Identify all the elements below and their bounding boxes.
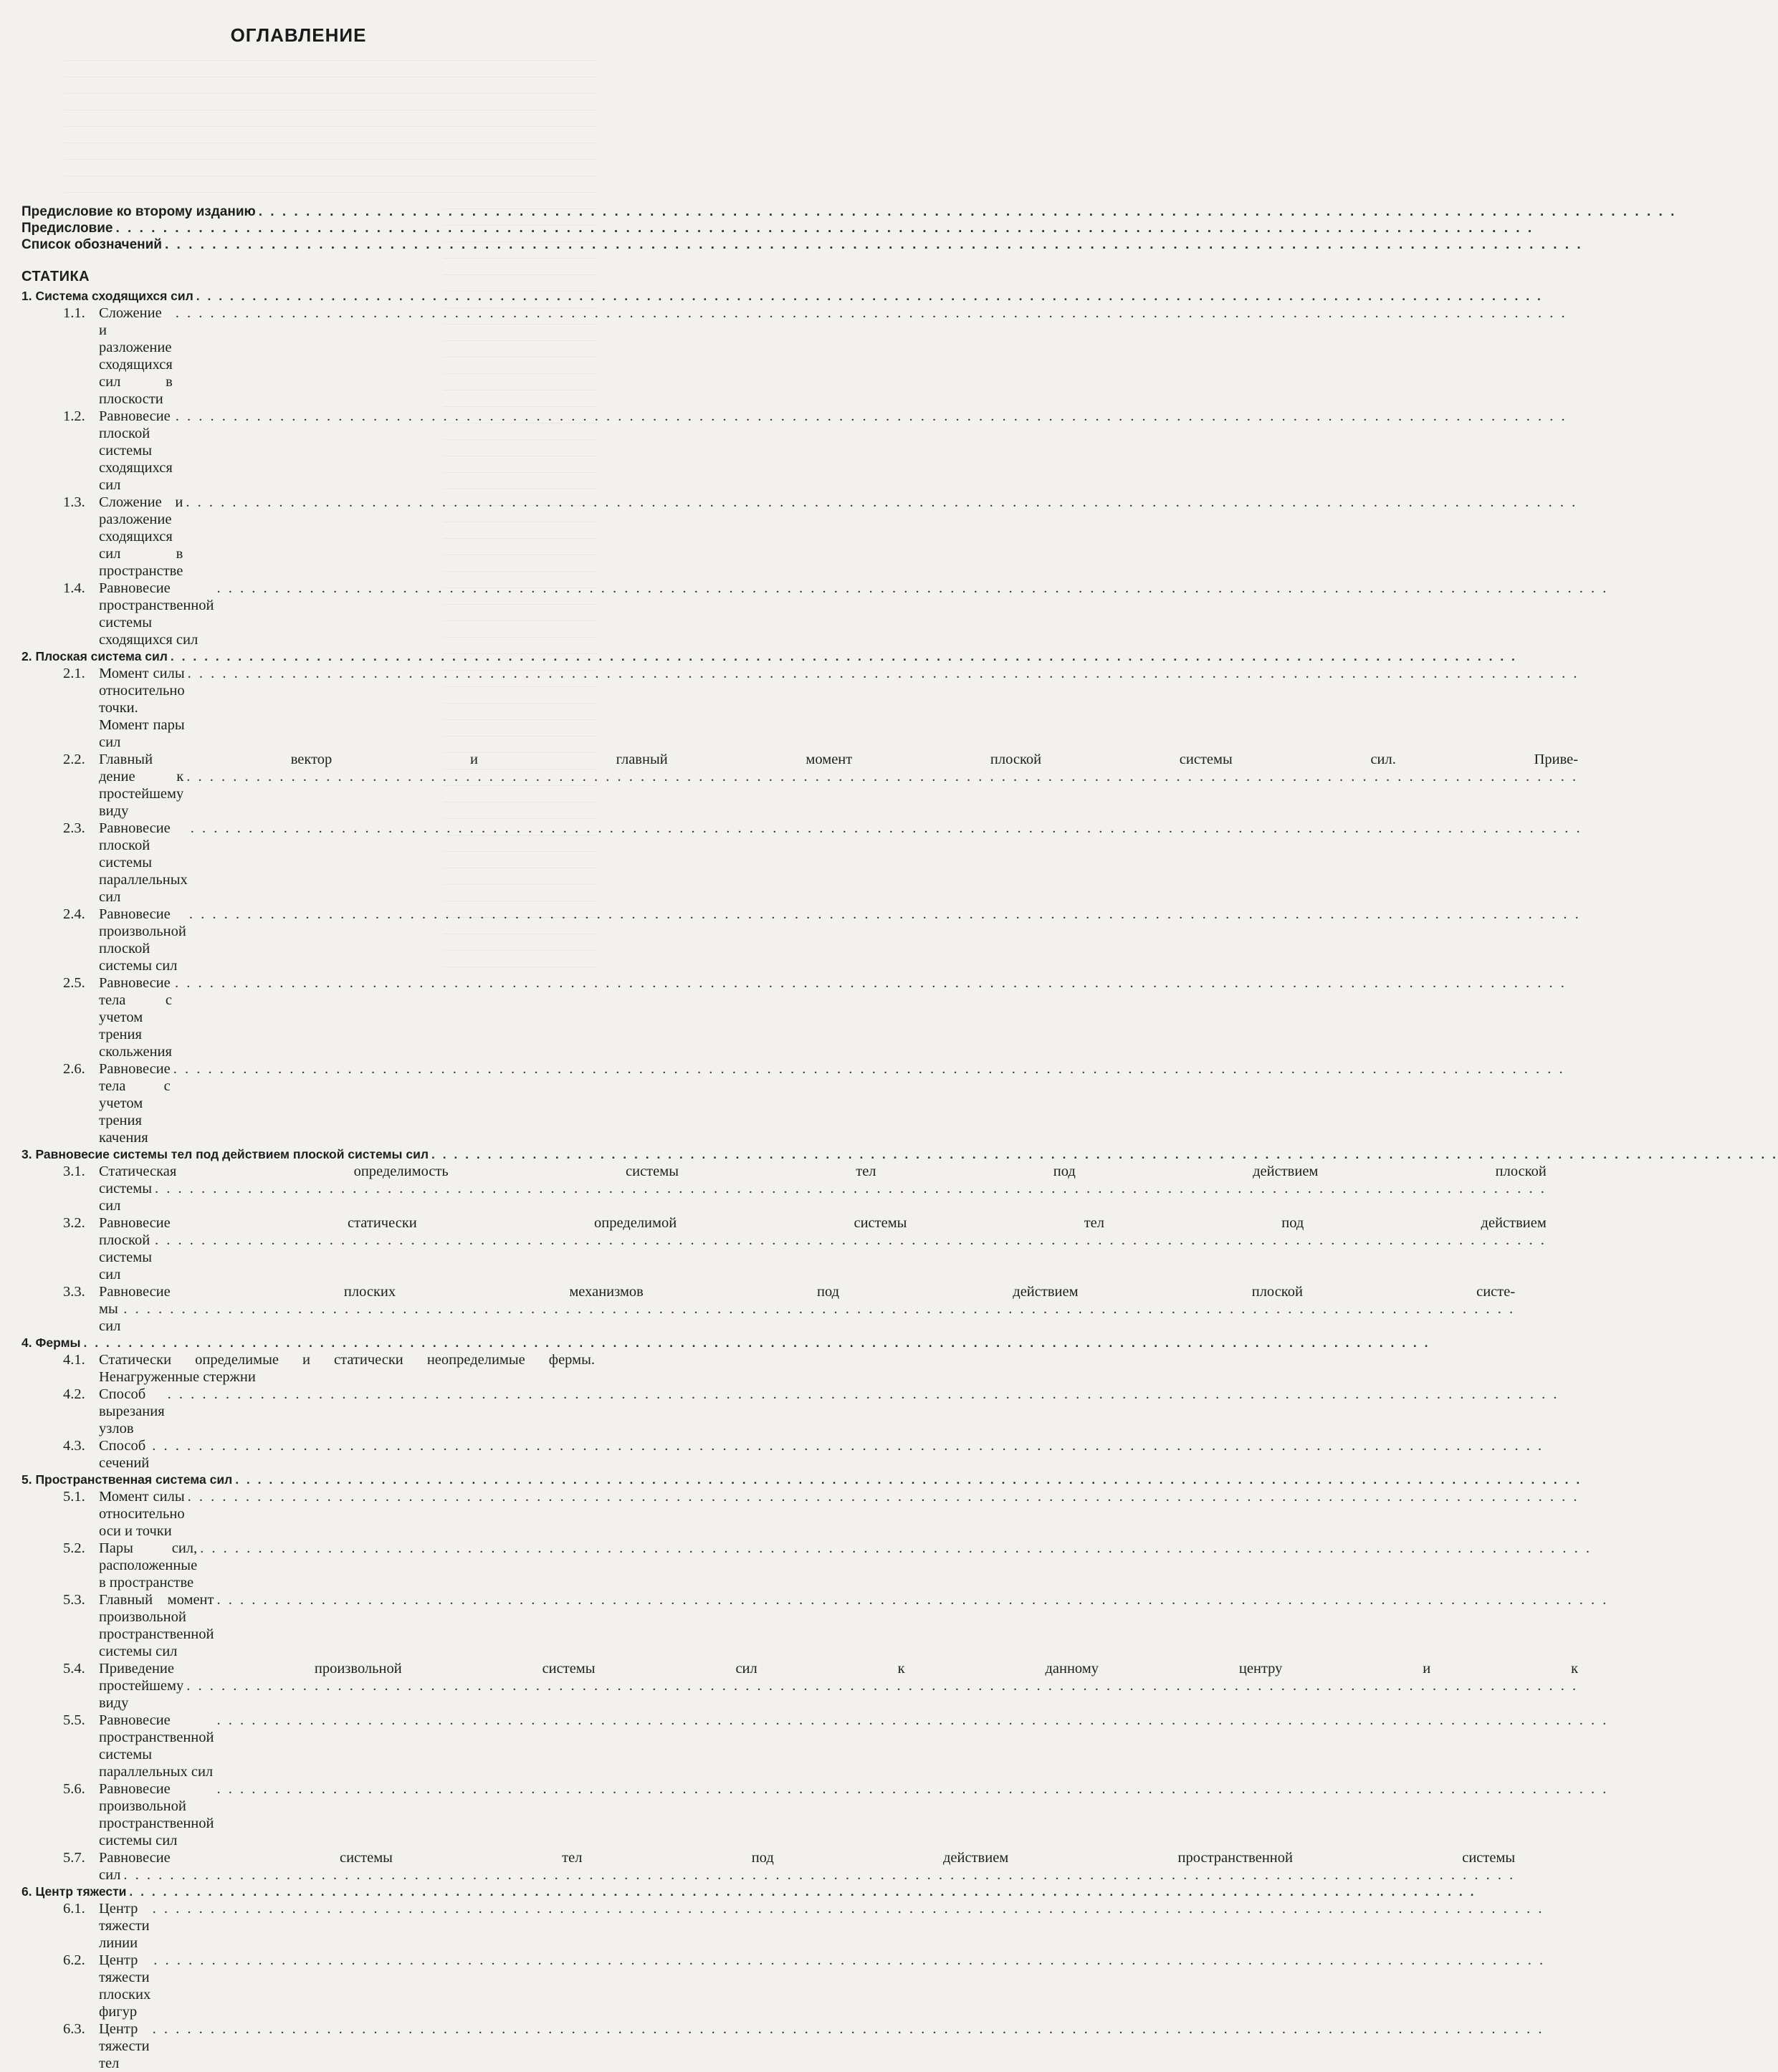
leader-dots: . . . . . . . . . . . . . . . . . . . . . . . . . . . . . . . . . . . . . . . . . . . . . . . . . . . . . . . . . . . . . . . . . . . . . . . . . . . . . . . . . . . . . . . . . . . . . . . . . . . . . . . . . . . . . . . . . . . . . . . . — [258, 204, 1677, 219]
toc-subsection[interactable] — [21, 1488, 1579, 1540]
toc-subsection[interactable] — [21, 1849, 1516, 1884]
subsection-line: Равновесие произвольной плоской системы сил — [99, 906, 186, 974]
toc-subsection[interactable] — [21, 580, 1609, 648]
subsection-line: Главный вектор и главный момент плоской системы сил. Приве- — [99, 752, 1579, 767]
ghost-line — [64, 116, 597, 127]
toc-front-preface[interactable] — [21, 220, 1534, 236]
subsection-line: Равновесие плоских механизмов под действием плоской систе- — [99, 1284, 1516, 1300]
toc-subsection[interactable] — [21, 974, 1567, 1060]
subsection-text — [99, 1660, 1578, 1712]
subsection-number: 2.1. — [63, 666, 85, 681]
subsection-text — [99, 408, 1567, 494]
toc-front-preface-second-edition[interactable] — [21, 203, 1677, 220]
leader-dots: . . . . . . . . . . . . . . . . . . . . . . . . . . . . . . . . . . . . . . . . . . . . . . . . . . . . . . . . . . . . . . . . . . . . . . . . . . . . . . . . . . . . . . . . . . . . . . . . . . . . . . . . . . . . . . . . . . . . . . . . — [200, 1540, 1592, 1556]
toc-subsection[interactable] — [21, 1712, 1609, 1780]
subsection-number: 5.3. — [63, 1592, 85, 1608]
subsection-line: Равновесие плоской системы параллельных сил — [99, 820, 188, 905]
subsection-text — [99, 1540, 1592, 1591]
subsection-line: Ненагруженные стержни — [99, 1369, 256, 1385]
subsection-line: Способ сечений — [99, 1438, 150, 1471]
subsection-line: Центр тяжести плоских фигур — [99, 1952, 151, 2020]
toc-subsection[interactable] — [21, 1214, 1547, 1283]
toc-subsection[interactable] — [21, 494, 1578, 580]
toc-entry-label: Список обозначений — [21, 237, 162, 252]
subsection-line: дение к простейшему виду — [99, 769, 184, 819]
subsection-text — [99, 1163, 1547, 1214]
subsection-line: Равновесие пространственной системы параллельных сил — [99, 1712, 214, 1780]
subsection-text — [99, 580, 1608, 648]
subsection-number: 4.2. — [63, 1386, 85, 1402]
chapter-title: 1. Система сходящихся сил — [21, 289, 193, 303]
subsection-number: 2.5. — [63, 975, 85, 991]
leader-dots: . . . . . . . . . . . . . . . . . . . . . . . . . . . . . . . . . . . . . . . . . . . . . . . . . . . . . . . . . . . . . . . . . . . . . . . . . . . . . . . . . . . . . . . . . . . . . . . . . . . . . . . . . . . . . . . . . . . . . . . . — [173, 1061, 1565, 1077]
subsection-text — [99, 820, 1582, 906]
subsection-line: Равновесие статически определимой системы тел под действием — [99, 1215, 1547, 1231]
page-title: ОГЛАВЛЕНИЕ — [230, 24, 367, 46]
subsection-text — [99, 1283, 1515, 1335]
leader-dots: . . . . . . . . . . . . . . . . . . . . . . . . . . . . . . . . . . . . . . . . . . . . . . . . . . . . . . . . . . . . . . . . . . . . . . . . . . . . . . . . . . . . . . . . . . . . . . . . . . . . . . . . . . . . . . . . . . . . . . . . — [152, 2021, 1544, 2037]
subsection-number: 1.4. — [63, 580, 85, 596]
subsection-line: Статическая определимость системы тел под действием плоской — [99, 1164, 1547, 1179]
toc-chapter[interactable] — [21, 1472, 1582, 1488]
table-of-contents — [21, 203, 1778, 2072]
leader-dots: . . . . . . . . . . . . . . . . . . . . . . . . . . . . . . . . . . . . . . . . . . . . . . . . . . . . . . . . . . . . . . . . . . . . . . . . . . . . . . . . . . . . . . . . . . . . . . . . . . . . . . . . . . . . . . . . . . . . . . . . — [216, 580, 1609, 596]
leader-dots: . . . . . . . . . . . . . . . . . . . . . . . . . . . . . . . . . . . . . . . . . . . . . . . . . . . . . . . . . . . . . . . . . . . . . . . . . . . . . . . . . . . . . . . . . . . . . . . . . . . . . . . . . . . . . . . . . . . . . . . . — [175, 408, 1567, 424]
subsection-line: Равновесие пространственной системы сходящихся сил — [99, 580, 214, 648]
leader-dots: . . . . . . . . . . . . . . . . . . . . . . . . . . . . . . . . . . . . . . . . . . . . . . . . . . . . . . . . . . . . . . . . . . . . . . . . . . . . . . . . . . . . . . . . . . . . . . . . . . . . . . . . . . . . . . . . . . . . . . . . — [153, 1952, 1546, 1968]
ghost-line — [64, 166, 597, 176]
leader-dots: . . . . . . . . . . . . . . . . . . . . . . . . . . . . . . . . . . . . . . . . . . . . . . . . . . . . . . . . . . . . . . . . . . . . . . . . . . . . . . . . . . . . . . . . . . . . . . . . . . . . . . . . . . . . . . . . . . . . . . . . — [174, 975, 1567, 991]
subsection-number: 5.5. — [63, 1712, 85, 1728]
subsection-text — [99, 1386, 1559, 1437]
toc-chapter[interactable] — [21, 648, 1517, 665]
subsection-line: Пары сил, расположенные в пространстве — [99, 1540, 198, 1591]
leader-dots: . . . . . . . . . . . . . . . . . . . . . . . . . . . . . . . . . . . . . . . . . . . . . . . . . . . . . . . . . . . . . . . . . . . . . . . . . . . . . . . . . . . . . . . . . . . . . . . . . . . . . . . . . . . . . . . . . . . . . . . . — [196, 289, 1543, 303]
toc-subsection[interactable] — [21, 1780, 1609, 1849]
subsection-number: 2.3. — [63, 820, 85, 836]
subsection-text — [99, 1214, 1547, 1283]
subsection-line: Центр тяжести тел — [99, 2021, 150, 2071]
subsection-text — [99, 2020, 1544, 2072]
leader-dots: . . . . . . . . . . . . . . . . . . . . . . . . . . . . . . . . . . . . . . . . . . . . . . . . . . . . . . . . . . . . . . . . . . . . . . . . . . . . . . . . . . . . . . . . . . . . . . . . . . . . . . . . . . . . . . . . . . . . . . . . — [152, 1438, 1544, 1454]
subsection-text — [99, 304, 1567, 408]
subsection-line: Равновесие тела с учетом трения скольжения — [99, 975, 172, 1060]
subsection-text — [99, 494, 1577, 580]
toc-chapter[interactable] — [21, 288, 1543, 304]
subsection-line: Равновесие системы тел под действием пространственной системы — [99, 1850, 1516, 1866]
toc-subsection[interactable] — [21, 1540, 1592, 1591]
subsection-number: 6.3. — [63, 2021, 85, 2037]
subsection-text — [99, 751, 1578, 820]
subsection-number: 4.3. — [63, 1438, 85, 1454]
toc-subsection[interactable] — [21, 2020, 1544, 2072]
toc-subsection[interactable] — [21, 1660, 1579, 1712]
subsection-text — [99, 1488, 1579, 1540]
leader-dots: . . . . . . . . . . . . . . . . . . . . . . . . . . . . . . . . . . . . . . . . . . . . . . . . . . . . . . . . . . . . . . . . . . . . . . . . . . . . . . . . . . . . . . . . . . . . . . . . . . . . . . . . . . . . . . . . . . . . . . . . — [123, 1867, 1516, 1883]
toc-chapter[interactable] — [21, 1146, 1778, 1163]
subsection-line: Приведение произвольной системы сил к данному центру и к — [99, 1661, 1579, 1677]
subsection-number: 3.3. — [63, 1284, 85, 1300]
leader-dots: . . . . . . . . . . . . . . . . . . . . . . . . . . . . . . . . . . . . . . . . . . . . . . . . . . . . . . . . . . . . . . . . . . . . . . . . . . . . . . . . . . . . . . . . . . . . . . . . . . . . . . . . . . . . . . . . . . . . . . . . — [187, 1489, 1579, 1505]
subsection-number: 5.2. — [63, 1540, 85, 1556]
leader-dots: . . . . . . . . . . . . . . . . . . . . . . . . . . . . . . . . . . . . . . . . . . . . . . . . . . . . . . . . . . . . . . . . . . . . . . . . . . . . . . . . . . . . . . . . . . . . . . . . . . . . . . . . . . . . . . . . . . . . . . . . — [152, 1901, 1544, 1917]
chapter-title: 5. Пространственная система сил — [21, 1472, 233, 1487]
chapter-list — [21, 288, 1778, 2072]
toc-subsection[interactable] — [21, 665, 1579, 751]
leader-dots: . . . . . . . . . . . . . . . . . . . . . . . . . . . . . . . . . . . . . . . . . . . . . . . . . . . . . . . . . . . . . . . . . . . . . . . . . . . . . . . . . . . . . . . . . . . . . . . . . . . . . . . . . . . . . . . . . . . . . . . . — [216, 1781, 1609, 1797]
leader-dots: . . . . . . . . . . . . . . . . . . . . . . . . . . . . . . . . . . . . . . . . . . . . . . . . . . . . . . . . . . . . . . . . . . . . . . . . . . . . . . . . . . . . . . . . . . . . . . . . . . . . . . . . . . . . . . . . . . . . . . . . — [164, 237, 1583, 252]
subsection-number: 6.1. — [63, 1901, 85, 1917]
toc-entry-label: Предисловие — [21, 221, 113, 236]
section-heading: СТАТИКА — [21, 269, 90, 284]
subsection-number: 3.1. — [63, 1164, 85, 1179]
subsection-number: 2.6. — [63, 1061, 85, 1077]
subsection-line: Способ вырезания узлов — [99, 1386, 165, 1437]
subsection-line: сил — [99, 1867, 121, 1883]
leader-dots: . . . . . . . . . . . . . . . . . . . . . . . . . . . . . . . . . . . . . . . . . . . . . . . . . . . . . . . . . . . . . . . . . . . . . . . . . . . . . . . . . . . . . . . . . . . . . . . . . . . . . . . . . . . . . . . . . . . . . . . . — [175, 305, 1567, 321]
toc-subsection[interactable] — [21, 1283, 1516, 1335]
subsection-line: Сложение и разложение сходящихся сил в пространстве — [99, 494, 183, 579]
leader-dots: . . . . . . . . . . . . . . . . . . . . . . . . . . . . . . . . . . . . . . . . . . . . . . . . . . . . . . . . . . . . . . . . . . . . . . . . . . . . . . . . . . . . . . . . . . . . . . . . . . . . . . . . . . . . . . . . . . . . . . . . — [129, 1884, 1476, 1899]
toc-subsection[interactable] — [21, 1591, 1609, 1660]
toc-subsection[interactable] — [21, 1060, 1565, 1146]
toc-subsection[interactable] — [21, 408, 1567, 494]
toc-subsection[interactable] — [21, 1952, 1546, 2020]
subsection-text — [99, 1437, 1544, 1472]
leader-dots: . . . . . . . . . . . . . . . . . . . . . . . . . . . . . . . . . . . . . . . . . . . . . . . . . . . . . . . . . . . . . . . . . . . . . . . . . . . . . . . . . . . . . . . . . . . . . . . . . . . . . . . . . . . . . . . . . . . . . . . . — [431, 1147, 1778, 1161]
subsection-line: Сложение и разложение сходящихся сил в плоскости — [99, 305, 173, 407]
toc-subsection[interactable] — [21, 1900, 1544, 1952]
toc-chapter[interactable] — [21, 1335, 1430, 1351]
subsection-number: 5.4. — [63, 1661, 85, 1677]
subsection-text — [99, 665, 1579, 751]
subsection-text — [99, 906, 1581, 974]
leader-dots: . . . . . . . . . . . . . . . . . . . . . . . . . . . . . . . . . . . . . . . . . . . . . . . . . . . . . . . . . . . . . . . . . . . . . . . . . . . . . . . . . . . . . . . . . . . . . . . . . . . . . . . . . . . . . . . . . . . . . . . . — [154, 1181, 1547, 1196]
chapter-title: 4. Фермы — [21, 1335, 81, 1350]
subsection-number: 4.1. — [63, 1352, 85, 1368]
leader-dots: . . . . . . . . . . . . . . . . . . . . . . . . . . . . . . . . . . . . . . . . . . . . . . . . . . . . . . . . . . . . . . . . . . . . . . . . . . . . . . . . . . . . . . . . . . . . . . . . . . . . . . . . . . . . . . . . . . . . . . . . — [190, 820, 1582, 836]
subsection-number: 1.3. — [63, 494, 85, 510]
subsection-number: 2.4. — [63, 906, 85, 922]
subsection-text — [99, 1712, 1608, 1780]
leader-dots: . . . . . . . . . . . . . . . . . . . . . . . . . . . . . . . . . . . . . . . . . . . . . . . . . . . . . . . . . . . . . . . . . . . . . . . . . . . . . . . . . . . . . . . . . . . . . . . . . . . . . . . . . . . . . . . . . . . . . . . . — [186, 1678, 1579, 1694]
leader-dots: . . . . . . . . . . . . . . . . . . . . . . . . . . . . . . . . . . . . . . . . . . . . . . . . . . . . . . . . . . . . . . . . . . . . . . . . . . . . . . . . . . . . . . . . . . . . . . . . . . . . . . . . . . . . . . . . . . . . . . . . — [115, 221, 1534, 236]
subsection-text — [99, 974, 1567, 1060]
subsection-text — [99, 1900, 1544, 1952]
subsection-line: Центр тяжести линии — [99, 1901, 150, 1951]
subsection-number: 5.7. — [63, 1850, 85, 1866]
ghost-line — [64, 182, 597, 193]
subsection-number: 5.1. — [63, 1489, 85, 1505]
leader-dots: . . . . . . . . . . . . . . . . . . . . . . . . . . . . . . . . . . . . . . . . . . . . . . . . . . . . . . . . . . . . . . . . . . . . . . . . . . . . . . . . . . . . . . . . . . . . . . . . . . . . . . . . . . . . . . . . . . . . . . . . — [154, 1232, 1547, 1248]
ghost-line — [64, 50, 597, 61]
toc-front-notation[interactable] — [21, 236, 1583, 253]
toc-chapter[interactable] — [21, 1884, 1476, 1900]
subsection-text — [99, 1060, 1565, 1146]
subsection-number: 3.2. — [63, 1215, 85, 1231]
subsection-line: Статически определимые и статически неопределимые фермы. — [99, 1352, 595, 1368]
leader-dots: . . . . . . . . . . . . . . . . . . . . . . . . . . . . . . . . . . . . . . . . . . . . . . . . . . . . . . . . . . . . . . . . . . . . . . . . . . . . . . . . . . . . . . . . . . . . . . . . . . . . . . . . . . . . . . . . . . . . . . . . — [235, 1472, 1582, 1487]
leader-dots: . . . . . . . . . . . . . . . . . . . . . . . . . . . . . . . . . . . . . . . . . . . . . . . . . . . . . . . . . . . . . . . . . . . . . . . . . . . . . . . . . . . . . . . . . . . . . . . . . . . . . . . . . . . . . . . . . . . . . . . . — [186, 494, 1578, 510]
chapter-title: 6. Центр тяжести — [21, 1884, 127, 1899]
ghost-line — [64, 83, 597, 94]
toc-entry-label: Предисловие ко второму изданию — [21, 204, 256, 219]
spacer — [21, 253, 595, 263]
toc-subsection[interactable] — [21, 751, 1579, 820]
chapter-title: 2. Плоская система сил — [21, 649, 168, 663]
subsection-line: плоской системы сил — [99, 1232, 152, 1282]
leader-dots: . . . . . . . . . . . . . . . . . . . . . . . . . . . . . . . . . . . . . . . . . . . . . . . . . . . . . . . . . . . . . . . . . . . . . . . . . . . . . . . . . . . . . . . . . . . . . . . . . . . . . . . . . . . . . . . . . . . . . . . . — [83, 1335, 1430, 1350]
subsection-number: 2.2. — [63, 752, 85, 767]
subsection-text — [99, 1849, 1515, 1884]
toc-subsection[interactable] — [21, 1437, 1544, 1472]
toc-subsection[interactable] — [21, 1163, 1547, 1214]
ghost-line — [64, 149, 597, 160]
toc-subsection[interactable] — [21, 820, 1582, 906]
subsection-text — [99, 1591, 1608, 1660]
subsection-number: 5.6. — [63, 1781, 85, 1797]
subsection-number: 1.2. — [63, 408, 85, 424]
chapter-title: 3. Равновесие системы тел под действием плоской системы сил — [21, 1147, 429, 1161]
subsection-line: Равновесие произвольной пространственной системы сил — [99, 1781, 214, 1848]
leader-dots: . . . . . . . . . . . . . . . . . . . . . . . . . . . . . . . . . . . . . . . . . . . . . . . . . . . . . . . . . . . . . . . . . . . . . . . . . . . . . . . . . . . . . . . . . . . . . . . . . . . . . . . . . . . . . . . . . . . . . . . . — [216, 1712, 1609, 1728]
leader-dots: . . . . . . . . . . . . . . . . . . . . . . . . . . . . . . . . . . . . . . . . . . . . . . . . . . . . . . . . . . . . . . . . . . . . . . . . . . . . . . . . . . . . . . . . . . . . . . . . . . . . . . . . . . . . . . . . . . . . . . . . — [167, 1386, 1559, 1402]
leader-dots: . . . . . . . . . . . . . . . . . . . . . . . . . . . . . . . . . . . . . . . . . . . . . . . . . . . . . . . . . . . . . . . . . . . . . . . . . . . . . . . . . . . . . . . . . . . . . . . . . . . . . . . . . . . . . . . . . . . . . . . . — [216, 1592, 1609, 1608]
ghost-line — [64, 100, 597, 110]
subsection-line: Главный момент произвольной пространственной системы сил — [99, 1592, 214, 1659]
leader-dots: . . . . . . . . . . . . . . . . . . . . . . . . . . . . . . . . . . . . . . . . . . . . . . . . . . . . . . . . . . . . . . . . . . . . . . . . . . . . . . . . . . . . . . . . . . . . . . . . . . . . . . . . . . . . . . . . . . . . . . . . — [123, 1301, 1516, 1317]
leader-dots: . . . . . . . . . . . . . . . . . . . . . . . . . . . . . . . . . . . . . . . . . . . . . . . . . . . . . . . . . . . . . . . . . . . . . . . . . . . . . . . . . . . . . . . . . . . . . . . . . . . . . . . . . . . . . . . . . . . . . . . . — [187, 666, 1579, 681]
subsection-number: 6.2. — [63, 1952, 85, 1968]
ghost-line — [64, 133, 597, 143]
toc-subsection[interactable] — [21, 906, 1581, 974]
subsection-text — [99, 1952, 1545, 2020]
subsection-line: простейшему виду — [99, 1678, 184, 1711]
subsection-line: Равновесие плоской системы сходящихся сил — [99, 408, 173, 493]
subsection-text — [99, 1780, 1608, 1849]
toc-subsection[interactable] — [21, 304, 1567, 408]
leader-dots: . . . . . . . . . . . . . . . . . . . . . . . . . . . . . . . . . . . . . . . . . . . . . . . . . . . . . . . . . . . . . . . . . . . . . . . . . . . . . . . . . . . . . . . . . . . . . . . . . . . . . . . . . . . . . . . . . . . . . . . . — [186, 769, 1579, 785]
toc-subsection[interactable] — [21, 1386, 1559, 1437]
subsection-line: системы сил — [99, 1181, 152, 1214]
subsection-line: мы сил — [99, 1301, 121, 1334]
subsection-line: Момент силы относительно точки. Момент пары сил — [99, 666, 185, 750]
leader-dots: . . . . . . . . . . . . . . . . . . . . . . . . . . . . . . . . . . . . . . . . . . . . . . . . . . . . . . . . . . . . . . . . . . . . . . . . . . . . . . . . . . . . . . . . . . . . . . . . . . . . . . . . . . . . . . . . . . . . . . . . — [188, 906, 1581, 922]
subsection-text — [99, 1351, 595, 1386]
subsection-number: 1.1. — [63, 305, 85, 321]
leader-dots: . . . . . . . . . . . . . . . . . . . . . . . . . . . . . . . . . . . . . . . . . . . . . . . . . . . . . . . . . . . . . . . . . . . . . . . . . . . . . . . . . . . . . . . . . . . . . . . . . . . . . . . . . . . . . . . . . . . . . . . . — [170, 649, 1517, 663]
ghost-line — [64, 67, 597, 77]
toc-subsection[interactable] — [21, 1351, 595, 1386]
subsection-line: Момент силы относительно оси и точки — [99, 1489, 185, 1539]
subsection-line: Равновесие тела с учетом трения качения — [99, 1061, 171, 1146]
